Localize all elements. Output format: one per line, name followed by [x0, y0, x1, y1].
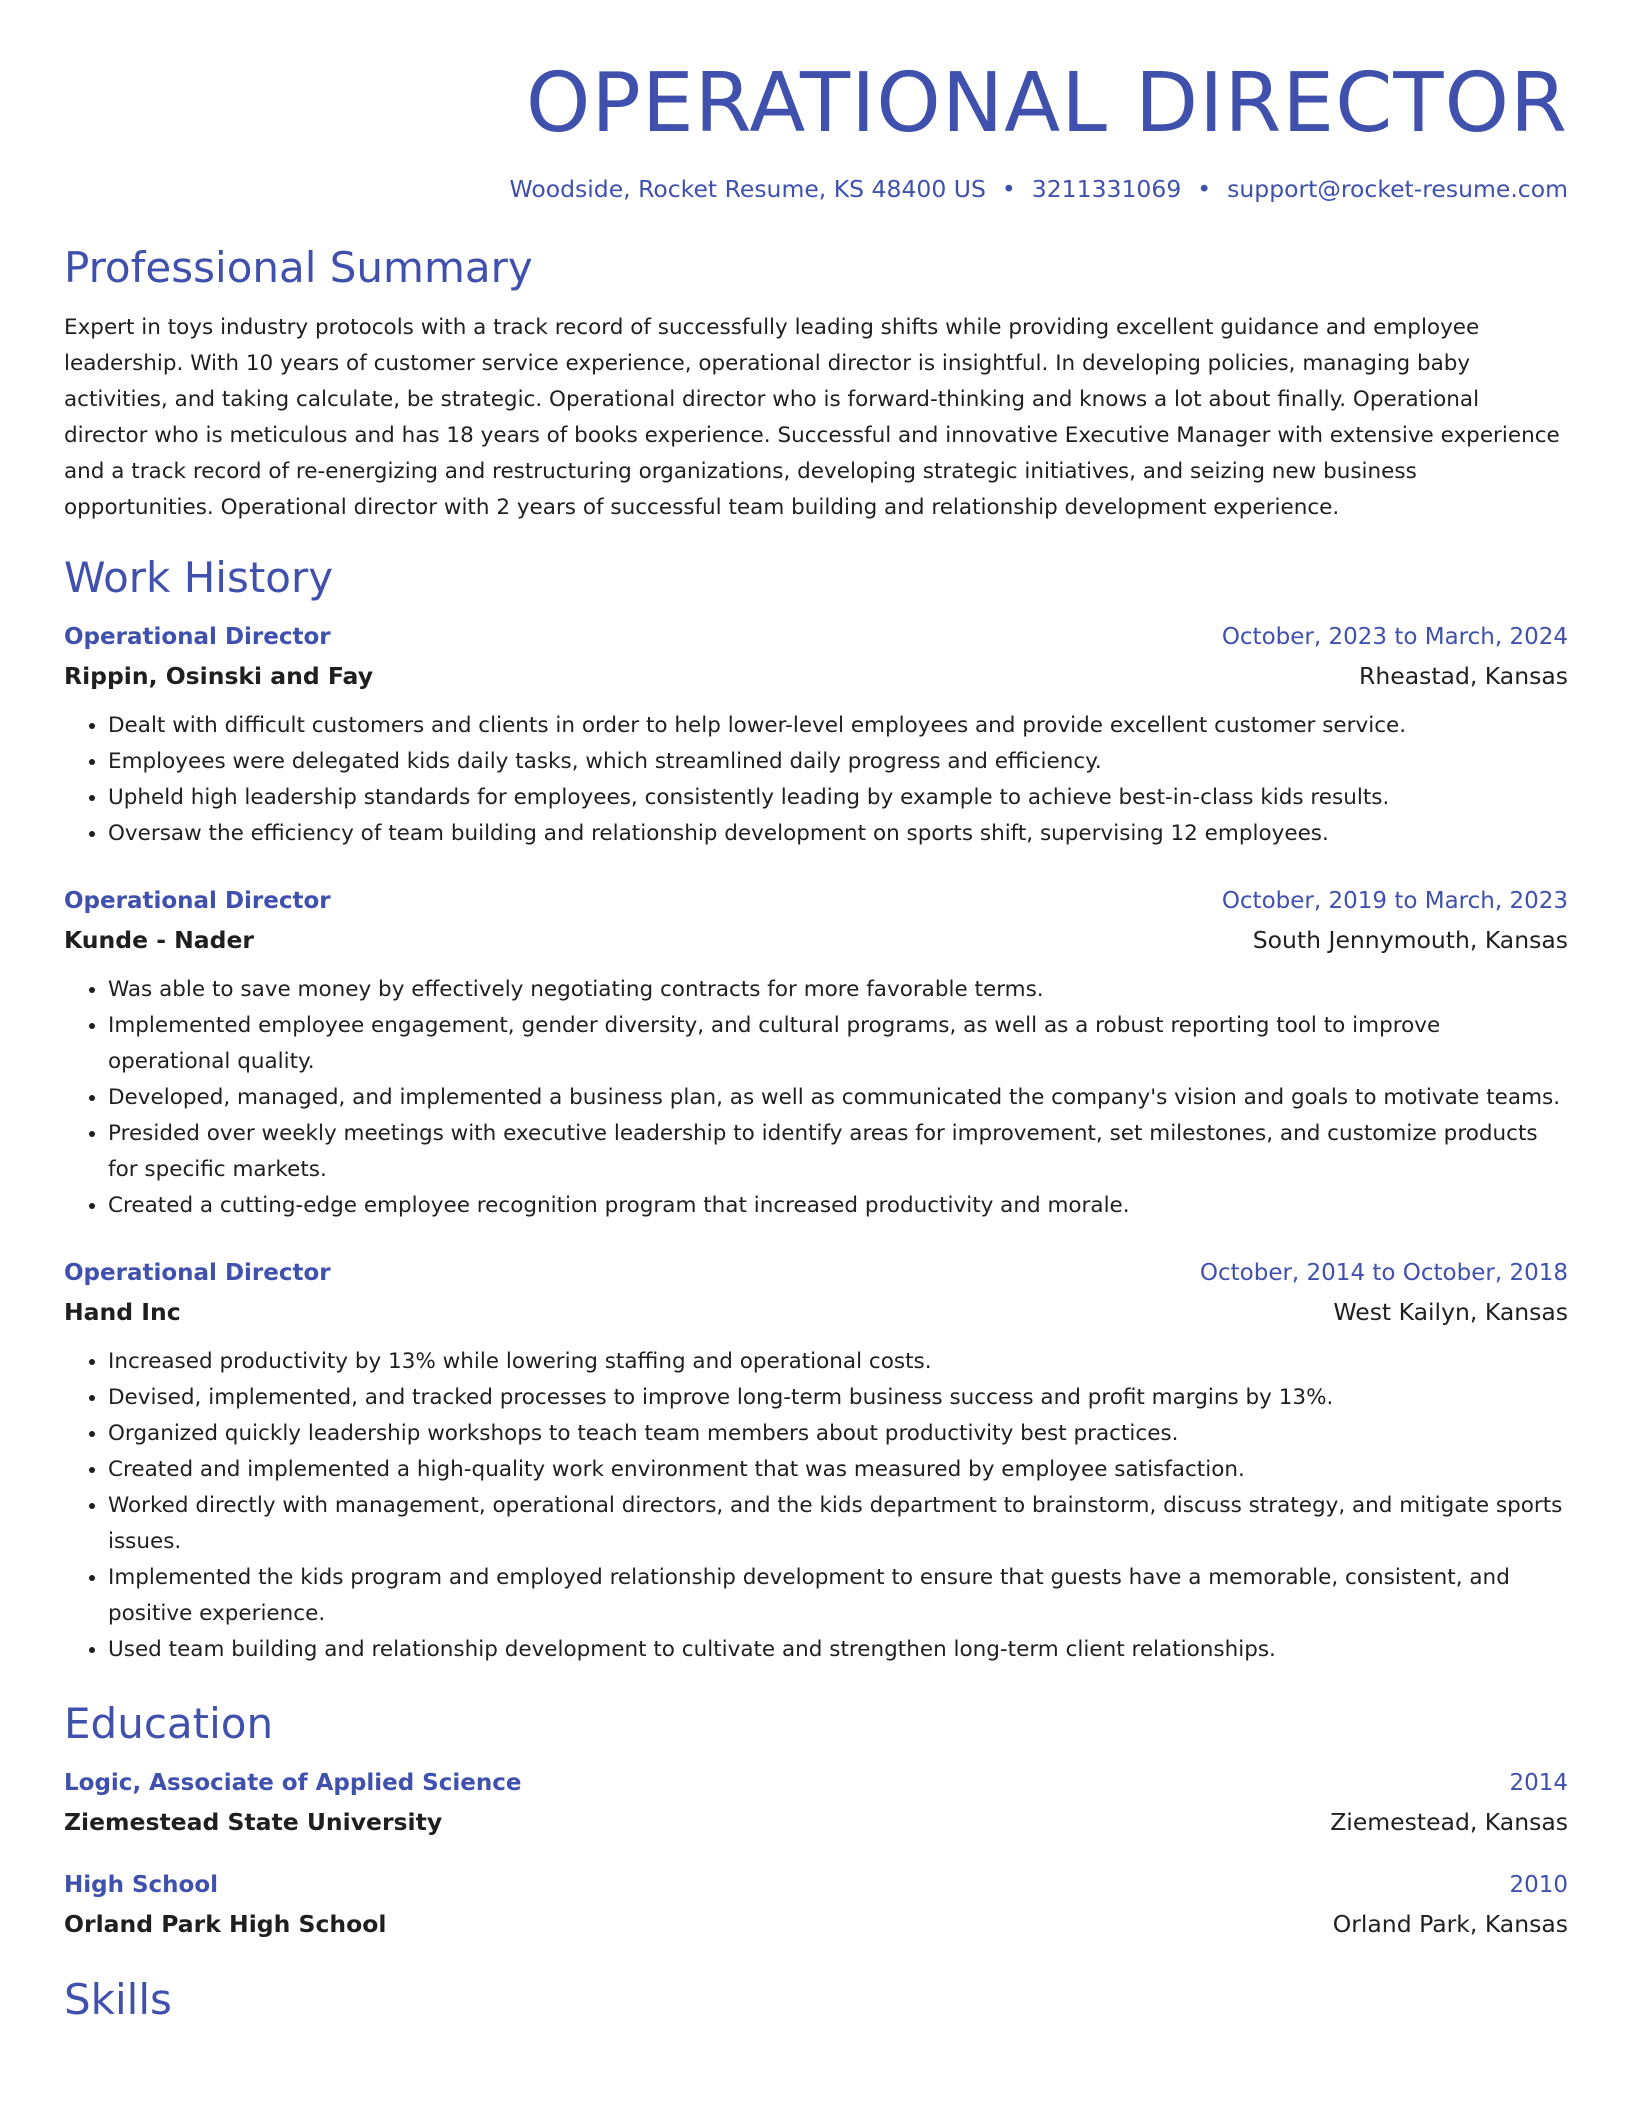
contact-phone: 3211331069: [1031, 175, 1182, 203]
list-item: • Implemented employee engagement, gender diversity, and cultural programs, as well as a robust reporting tool to improve operational quality.: [108, 1008, 1568, 1080]
job-role: Operational Director: [64, 624, 331, 650]
skills-heading: Skills: [64, 1975, 172, 2024]
job-location: West Kailyn, Kansas: [1333, 1298, 1568, 1326]
list-item: • Implemented the kids program and employed relationship development to ensure that guests have a memorable, consistent, and positive experience.: [108, 1560, 1568, 1632]
education-degree: Logic, Associate of Applied Science: [64, 1770, 522, 1796]
list-item: • Was able to save money by effectively negotiating contracts for more favorable terms.: [108, 972, 1568, 1008]
list-item: • Developed, managed, and implemented a business plan, as well as communicated the company's vision and goals to motivate teams.: [108, 1080, 1568, 1116]
summary-heading: Professional Summary: [64, 243, 533, 292]
job-dates: October, 2019 to March, 2023: [1221, 888, 1568, 914]
list-item: • Worked directly with management, operational directors, and the kids department to brainstorm, discuss strategy, and mitigate sports issues.: [108, 1488, 1568, 1560]
job-company: Kunde - Nader: [64, 926, 255, 954]
education-location: Orland Park, Kansas: [1332, 1910, 1568, 1938]
education-degree: High School: [64, 1872, 219, 1898]
list-item: • Upheld high leadership standards for employees, consistently leading by example to achieve best-in-class kids results.: [108, 780, 1568, 816]
list-item: • Presided over weekly meetings with executive leadership to identify areas for improvement, set milestones, and customize products for specific markets.: [108, 1116, 1568, 1188]
job-role: Operational Director: [64, 1260, 331, 1286]
list-item: • Oversaw the efficiency of team building and relationship development on sports shift, supervising 12 employees.: [108, 816, 1568, 852]
education-entry: [64, 1866, 1568, 1944]
summary-text: Expert in toys industry protocols with a track record of successfully leading shifts while providing excellent guidance and employee leadership. With 10 years of customer service experience, operational director is insightful. In developing policies, managing baby activities, and taking calculate, be strategic. Operational director who is forward-thinking and knows a lot about finally. Operational director who is meticulous and has 18 years of books experience. Successful and innovative Executive Manager with extensive experience and a track record of re-energizing and restructuring organizations, developing strategic initiatives, and seizing new business opportunities. Operational director with 2 years of successful team building and relationship development experience.: [64, 315, 1560, 520]
list-item: • Increased productivity by 13% while lowering staffing and operational costs.: [108, 1344, 1568, 1380]
list-item: • Created and implemented a high-quality work environment that was measured by employee satisfaction.: [108, 1452, 1568, 1488]
education-location: Ziemestead, Kansas: [1330, 1808, 1568, 1836]
list-item: • Organized quickly leadership workshops to teach team members about productivity best practices.: [108, 1416, 1568, 1452]
job-location: Rheastad, Kansas: [1359, 662, 1568, 690]
education-entry: [64, 1764, 1568, 1842]
separator-dot: •: [1197, 175, 1212, 203]
list-item: • Employees were delegated kids daily tasks, which streamlined daily progress and efficiency.: [108, 744, 1568, 780]
job-bullets: [64, 1344, 1568, 1668]
job-dates: October, 2023 to March, 2024: [1221, 624, 1568, 650]
work-history-heading: Work History: [64, 553, 334, 602]
job-bullets: [64, 972, 1568, 1224]
job-company: Hand Inc: [64, 1298, 181, 1326]
list-item: • Created a cutting-edge employee recognition program that increased productivity and morale.: [108, 1188, 1568, 1224]
education-school: Ziemestead State University: [64, 1808, 443, 1836]
contact-line: [64, 174, 1568, 204]
education-year: 2010: [1509, 1872, 1568, 1898]
list-item: • Devised, implemented, and tracked processes to improve long-term business success and profit margins by 13%.: [108, 1380, 1568, 1416]
separator-dot: •: [1001, 175, 1016, 203]
job-entry: [64, 618, 1568, 852]
job-entry: [64, 1254, 1568, 1668]
job-dates: October, 2014 to October, 2018: [1199, 1260, 1568, 1286]
job-bullets: [64, 708, 1568, 852]
education-heading: Education: [64, 1699, 274, 1748]
job-entry: [64, 882, 1568, 1224]
education-school: Orland Park High School: [64, 1910, 387, 1938]
contact-email: support@rocket-resume.com: [1227, 175, 1568, 203]
education-year: 2014: [1509, 1770, 1568, 1796]
list-item: • Used team building and relationship development to cultivate and strengthen long-term client relationships.: [108, 1632, 1568, 1668]
job-role: Operational Director: [64, 888, 331, 914]
list-item: • Dealt with difficult customers and clients in order to help lower-level employees and provide excellent customer service.: [108, 708, 1568, 744]
job-location: South Jennymouth, Kansas: [1252, 926, 1568, 954]
contact-address: Woodside, Rocket Resume, KS 48400 US: [509, 175, 986, 203]
job-company: Rippin, Osinski and Fay: [64, 662, 374, 690]
resume-name: OPERATIONAL DIRECTOR: [525, 56, 1568, 151]
